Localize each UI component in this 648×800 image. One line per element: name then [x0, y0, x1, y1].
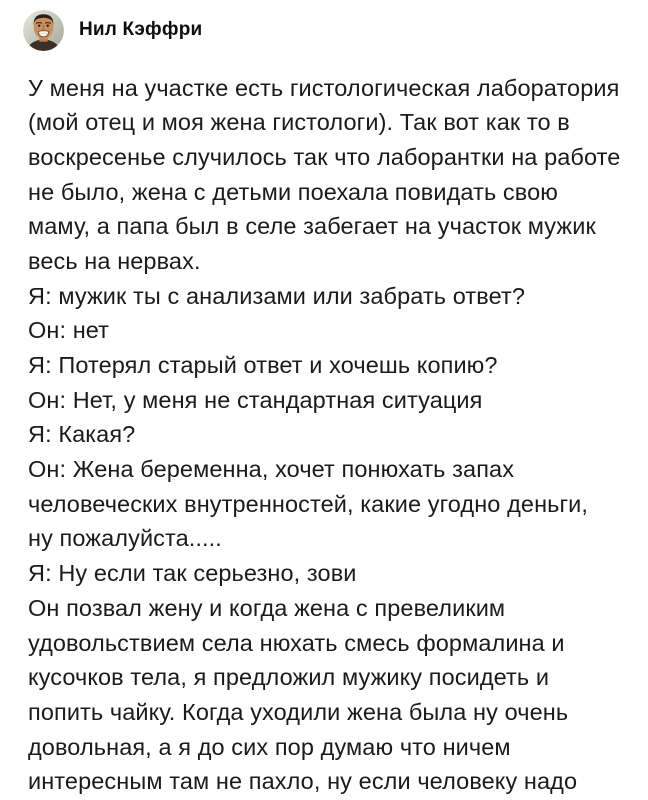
- post-text-line: удовольствием села нюхать смесь формалина и: [28, 629, 565, 656]
- post-text-line: Он: нет: [28, 317, 110, 344]
- post-text-line: Он позвал жену и когда жена с превеликим: [28, 594, 506, 621]
- post-text-line: Я: Потерял старый ответ и хочешь копию?: [28, 352, 498, 378]
- post-text-line: весь на нервах.: [28, 247, 201, 274]
- post-body: [28, 71, 628, 799]
- post-text-line: не было, жена с детьми поехала повидать свою: [28, 178, 558, 205]
- grinning-man-photo-icon: [23, 10, 64, 51]
- post-text-line: Я: Ну если так серьезно, зови: [28, 560, 357, 587]
- post-text-line: Он: Нет, у меня не стандартная ситуация: [28, 386, 483, 413]
- post-text-line: (мой отец и моя жена гистологи). Так вот как то в: [28, 109, 570, 136]
- post-text-line: воскресенье случилось так что лаборантки на работе: [28, 143, 621, 170]
- post-header: [23, 9, 202, 51]
- post-text-line: Я: мужик ты с анализами или забрать ответ?: [28, 282, 526, 309]
- post-text-line: ну пожалуйста.....: [28, 525, 222, 552]
- author-avatar[interactable]: [23, 10, 64, 51]
- post-text-line: попить чайку. Когда уходили жена была ну очень: [28, 698, 569, 725]
- post-text-line: Я: Какая?: [28, 421, 136, 448]
- post-text-line: Он: Жена беременна, хочет понюхать запах: [28, 456, 515, 483]
- post-text-line: интересным там не пахло, ну если человеку надо: [28, 768, 578, 795]
- post-text-line: маму, а папа был в селе забегает на участок мужик: [28, 213, 596, 240]
- author-name[interactable]: Нил Кэффри: [79, 19, 203, 40]
- post-text-line: У меня на участке есть гистологическая лаборатория: [28, 74, 620, 101]
- post-text-line: довольная, а я до сих пор думаю что ничем: [28, 733, 511, 760]
- post-text-line: человеческих внутренностей, какие угодно деньги,: [28, 490, 589, 517]
- post-text-line: кусочков тела, я предложил мужику посидеть и: [28, 664, 550, 691]
